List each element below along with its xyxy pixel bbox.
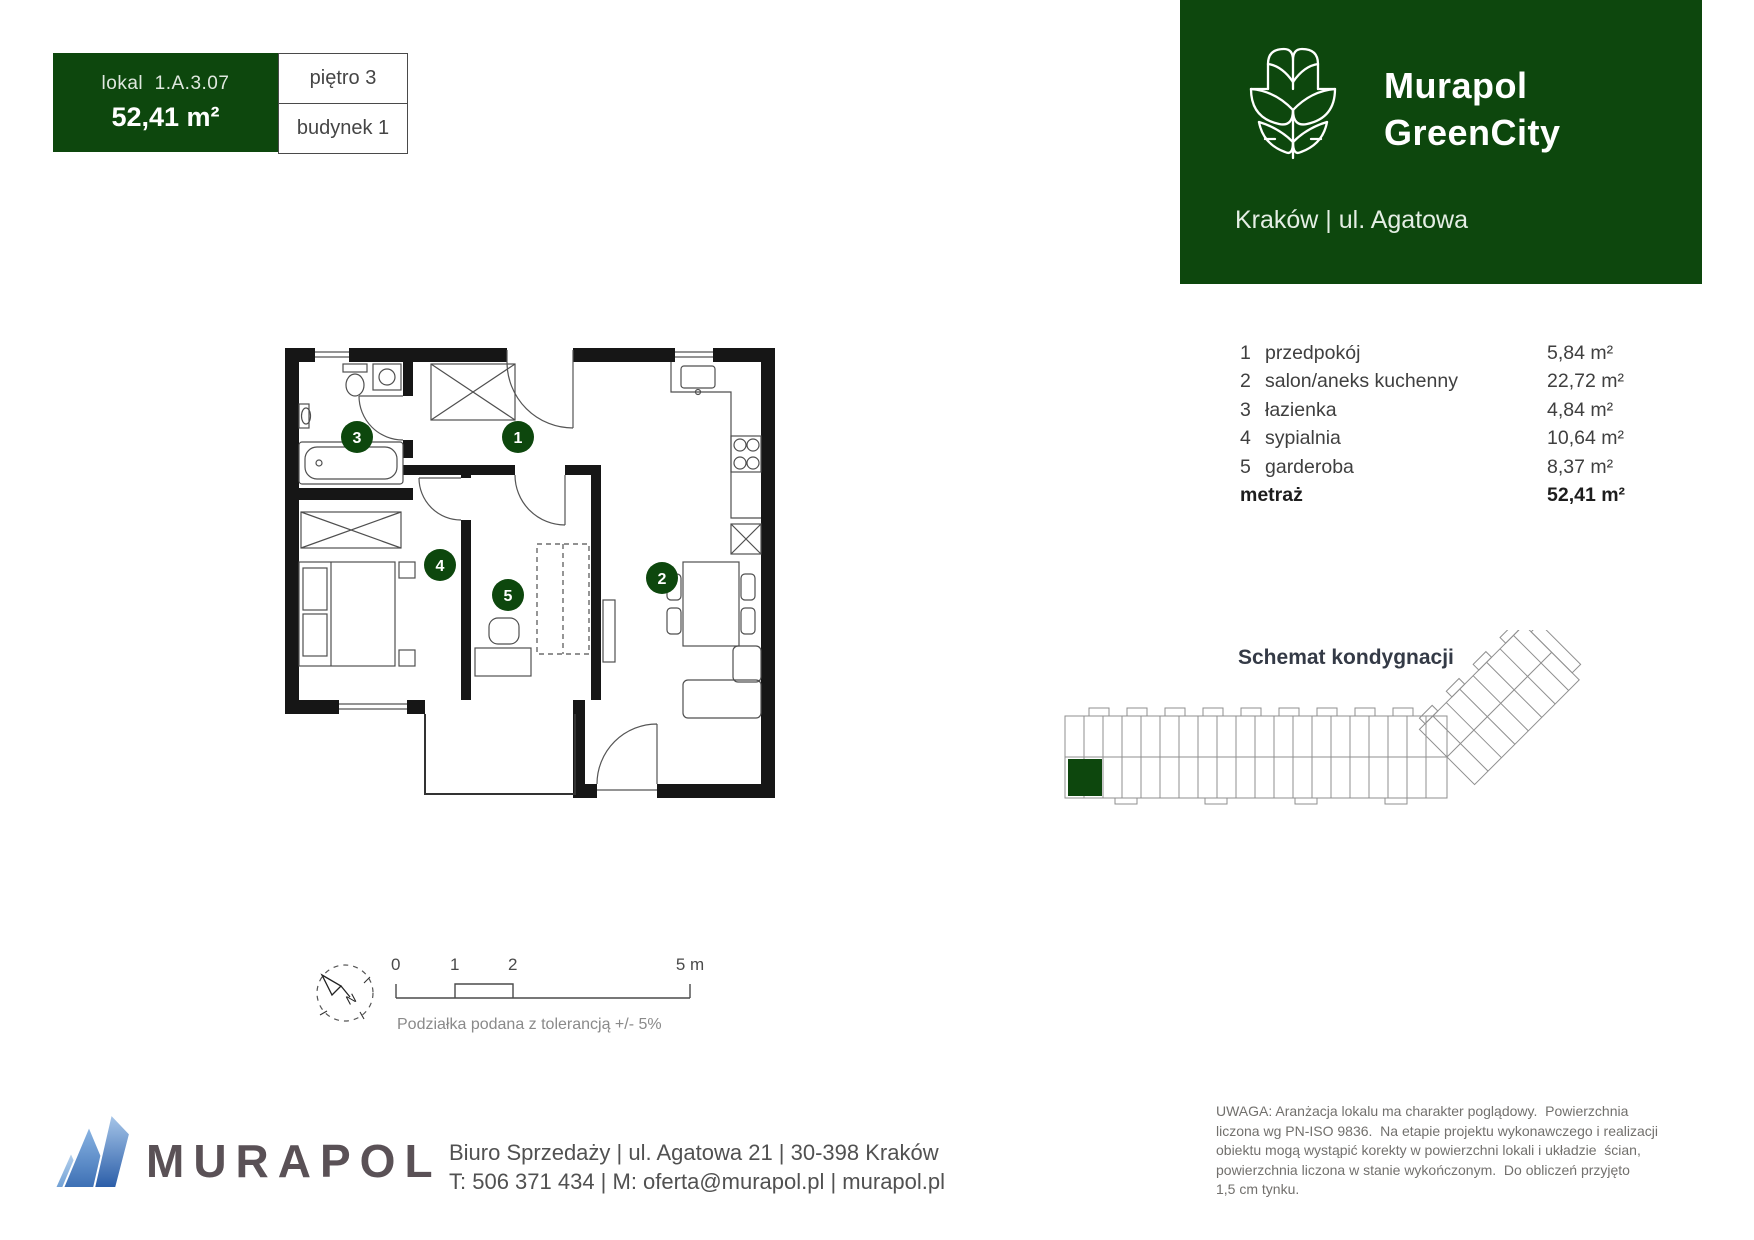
contact-line: T: 506 371 434 | M: oferta@murapol.pl | murapol.pl bbox=[449, 1169, 946, 1194]
plan-room-3-label: 3 bbox=[352, 430, 362, 447]
unit-area-value: 52,41 m² bbox=[111, 101, 220, 132]
building-label: budynek 1 bbox=[296, 117, 390, 140]
brand-location: Kraków | ul. Agatowa bbox=[1235, 206, 1469, 234]
room-no: 2 bbox=[1240, 370, 1251, 393]
room-name: salon/aneks kuchenny bbox=[1265, 370, 1458, 393]
total-label: metraż bbox=[1240, 483, 1303, 506]
unit-id-box bbox=[53, 53, 278, 152]
murapol-logo-icon bbox=[50, 1112, 138, 1194]
building-schematic bbox=[1055, 630, 1715, 820]
room-area: 10,64 m² bbox=[1547, 427, 1624, 450]
sales-office-contact bbox=[449, 1138, 945, 1196]
room-name: sypialnia bbox=[1265, 427, 1341, 450]
unit-number-label: lokal 1.A.3.07 bbox=[101, 72, 230, 94]
floor-label: piętro 3 bbox=[309, 67, 377, 89]
room-name: łazienka bbox=[1265, 398, 1337, 421]
scale-tick-1: 1 bbox=[450, 955, 460, 974]
room-row bbox=[1240, 339, 1690, 367]
room-row bbox=[1240, 424, 1690, 452]
brand-line1: Murapol bbox=[1384, 65, 1528, 106]
room-no: 3 bbox=[1240, 398, 1251, 421]
room-row bbox=[1240, 367, 1690, 395]
room-row bbox=[1240, 453, 1690, 481]
room-list bbox=[1240, 339, 1690, 509]
disclaimer-line: UWAGA: Aranżacja lokalu ma charakter poglądowy. Powierzchnia bbox=[1216, 1103, 1629, 1119]
disclaimer-line: powierzchnia liczona w stanie wykończonym. Do obliczeń przyjęto bbox=[1216, 1161, 1630, 1178]
room-area: 8,37 m² bbox=[1547, 455, 1614, 478]
room-area: 4,84 m² bbox=[1547, 398, 1614, 421]
room-no: 4 bbox=[1240, 427, 1251, 450]
scale-bar bbox=[388, 952, 708, 1012]
murapol-wordmark: MURAPOL bbox=[146, 1135, 442, 1187]
compass-north-letter: N bbox=[343, 990, 359, 1008]
floor-box bbox=[278, 53, 408, 104]
building-box bbox=[278, 103, 408, 154]
scale-tick-5m: 5 m bbox=[675, 955, 705, 974]
brand-header bbox=[1180, 0, 1702, 284]
total-area: 52,41 m² bbox=[1547, 483, 1626, 506]
brand-line2: GreenCity bbox=[1384, 112, 1561, 153]
room-row bbox=[1240, 396, 1690, 424]
furniture bbox=[299, 362, 761, 718]
balcony-outline bbox=[425, 714, 575, 794]
scale-tick-0: 0 bbox=[391, 955, 401, 974]
room-name: garderoba bbox=[1265, 455, 1354, 478]
plan-room-5-label: 5 bbox=[503, 588, 513, 605]
room-no: 5 bbox=[1240, 455, 1251, 478]
disclaimer-line: 1,5 cm tynku. bbox=[1216, 1181, 1300, 1197]
murapol-flower-icon bbox=[1235, 44, 1351, 162]
room-no: 1 bbox=[1240, 342, 1251, 364]
disclaimer-line: obiektu mogą wystąpić korekty w powierzchni lokali i układzie ścian, bbox=[1216, 1142, 1641, 1158]
disclaimer-line: liczona wg PN-ISO 9836. Na etapie projektu wykonawczego i realizacji bbox=[1216, 1122, 1658, 1139]
walls bbox=[285, 348, 775, 798]
room-total-row bbox=[1240, 481, 1690, 509]
plan-room-1-label: 1 bbox=[513, 430, 523, 447]
scale-tolerance-note: Podziałka podana z tolerancją +/- 5% bbox=[397, 1016, 662, 1033]
schema-title: Schemat kondygnacji bbox=[1238, 646, 1454, 669]
plan-room-2-label: 2 bbox=[657, 571, 667, 588]
room-name: przedpokój bbox=[1265, 342, 1361, 364]
unit-location-marker bbox=[1068, 759, 1102, 796]
compass-icon bbox=[308, 955, 383, 1030]
brand-name bbox=[1384, 62, 1561, 156]
address-line: Biuro Sprzedaży | ul. Agatowa 21 | 30-398 Kraków bbox=[449, 1140, 939, 1165]
room-area: 22,72 m² bbox=[1547, 370, 1624, 393]
room-area: 5,84 m² bbox=[1547, 342, 1614, 364]
plan-room-4-label: 4 bbox=[435, 558, 445, 575]
legal-disclaimer bbox=[1216, 1102, 1716, 1200]
scale-tick-2: 2 bbox=[508, 955, 518, 974]
floorplan-drawing bbox=[285, 348, 780, 808]
